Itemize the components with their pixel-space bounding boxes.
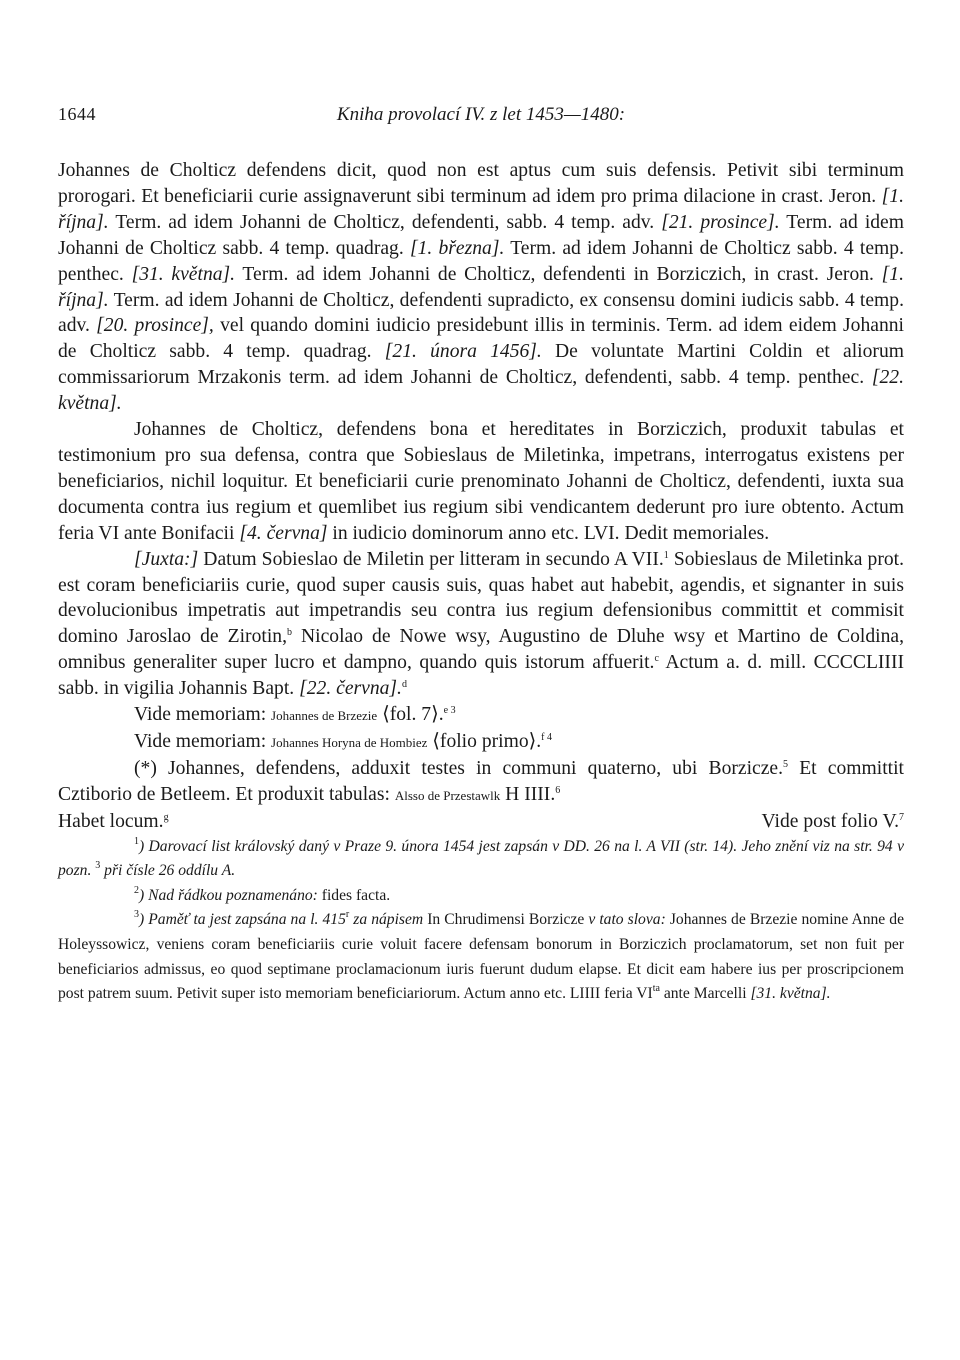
text-run: Datum Sobieslao de Miletin per litteram in secundo A VII. (198, 548, 664, 570)
footnote-marker: 7 (899, 811, 904, 823)
paragraph-protestation (58, 547, 904, 702)
paragraph-judgment (58, 417, 904, 547)
text-run: Term. ad idem Johanni de Cholticz, defendenti in Borziczich, in crast. Jeron. (235, 263, 882, 285)
date-note: [22. května]. (58, 367, 904, 415)
vide-memoriam-line-1 (134, 702, 904, 729)
date-note: [4. června] (239, 522, 328, 544)
footnote-text: ) Paměť ta jest zapsána na l. 415 (139, 911, 346, 929)
footnote-text: Johannes de Brzezie nomine Anne de Holeyssowicz, veniens coram beneficiariis curie voluit facere defensam bonorum in Borziczich proclamatorum, set non fuit per beneficiarios admissus, eo quod septimane proclamacionum iuris fuerunt dudum elapse. Et dicit eam habere ius per proscripcionem post patrem suum. Petivit super isto memoriam beneficiariorum. Actum anno etc. LIIII feria VI (58, 911, 905, 1003)
footnote-marker: c (654, 653, 659, 665)
text-run: Et committit Cztiborio de Betleem. Et produxit tabulas: (58, 757, 904, 805)
footnote-marker: f 4 (541, 731, 553, 743)
text-run: ⟨folio primo⟩. (427, 730, 542, 752)
text-run: vel quando domini iudicio presidebunt illis in terminis. Term. ad idem eidem Johanni de Cholticz sabb. 4 temp. quadrag. (58, 315, 904, 363)
date-note: [1. března]. (409, 237, 505, 259)
vide-memoriam-line-2 (134, 729, 904, 756)
text-run: Habet locum. (58, 810, 164, 832)
footnote-marker: ta (652, 983, 660, 995)
vide-post-folio (762, 809, 904, 835)
footnote-text: [31. května]. (750, 985, 831, 1003)
page-number: 1644 (58, 104, 96, 124)
footnote-1 (58, 835, 904, 884)
text-run: ⟨fol. 7⟩. (377, 704, 444, 726)
text-run: Vide memoriam: (134, 704, 272, 726)
habet-locum (58, 809, 169, 835)
text-run: Sobieslaus de Miletinka prot. est coram beneficiariis curie, quod super causis suis, quas habet aut habebit, agendis, et signanter in suis devolucionibus impetratis aut impetrandis seu contra ius regium defensionibus committit et commisit domino Jaroslao de Zirotin, (58, 548, 904, 648)
text-run: H IIII. (500, 783, 556, 805)
footnote-number: 3 (134, 909, 139, 921)
footnote-number: 2 (134, 884, 139, 896)
footnote-text: v tato slova: (584, 911, 670, 929)
date-note: [1. října]. (58, 185, 904, 233)
footnote-number: 1 (134, 835, 139, 847)
paragraph-defense-terms (58, 158, 904, 417)
footnotes (58, 835, 904, 1007)
running-title: Kniha provolací IV. z let 1453—1480: (336, 104, 626, 125)
footnote-text: In Chrudimensi Borzicze (427, 911, 585, 929)
text-run: Term. ad idem Johanni de Cholticz, defendenti supradicto, ex consensu domini iudicis sabb. 4 temp. adv. (58, 289, 904, 337)
footnote-text: ) Nad řádkou poznamenáno: (139, 886, 322, 904)
footnote-marker: 6 (555, 784, 561, 796)
footnote-marker: g (163, 811, 169, 823)
small-caps-name: Alsso de Przestawlk (394, 787, 501, 803)
date-note: [21. prosince]. (661, 211, 780, 233)
footnote-marker: r (345, 909, 350, 921)
document-page (58, 0, 904, 1360)
footnote-text: při čísle 26 oddílu A. (100, 862, 236, 880)
text-run: Johannes de Cholticz defendens dicit, quod non est aptus cum suis defensis. Petivit sibi terminum prorogari. Et beneficiarii curie assignaverunt sibi terminum ad idem pro prima dilacione in crast. Jeron. (58, 160, 904, 207)
text-run: Term. ad idem Johanni de Cholticz, defendenti, sabb. 4 temp. adv. (108, 211, 662, 233)
footnote-text: za nápisem (349, 911, 428, 929)
date-note: [21. února 1456]. (384, 341, 542, 363)
footnote-number: 3 (95, 860, 101, 872)
date-note: [20. prosince], (96, 315, 214, 337)
footnote-text: ) Darovací list královský daný v Praze 9. února 1454 jest zapsán v DD. 26 na l. A VII (str. 14). Jeho znění viz na str. 94 v pozn. (58, 837, 904, 880)
habet-locum-line (58, 809, 904, 835)
footnote-3 (58, 908, 904, 1006)
body-text (58, 158, 904, 1007)
text-run: Vide post folio V. (761, 810, 899, 832)
text-run: Nicolao de Nowe wsy, Augustino de Dluhe wsy et Martino de Coldina, omnibus generaliter super lucro et dampno, quando quis istorum affuerit. (58, 626, 904, 674)
footnote-text: ante Marcelli (659, 985, 751, 1003)
text-run: (*) Johannes, defendens, adduxit testes in communi quaterno, ubi Borzicze. (134, 757, 784, 779)
text-run: Johannes de Cholticz, defendens bona et hereditates in Borziczich, produxit tabulas et testimonium pro sua defensa, contra que Sobieslaus de Miletinka, impetrans, interrogatus existens per beneficiarios, nichil loquitur. Et beneficiarii curie prenominato Johanni de Cholticz, defendenti, iuxta sua documenta contra ius regium et quemlibet ius regium sibi vendicantem dederunt pro iure obtento. Actum feria VI ante Bonifacii (58, 419, 904, 544)
text-run: Term. ad idem Johanni de Cholticz sabb. 4 temp. penthec. (58, 237, 904, 285)
date-note: [1. října]. (58, 263, 904, 311)
footnote-marker: 5 (783, 758, 789, 770)
date-note: [22. června]. (299, 678, 402, 700)
text-run: Term. ad idem Johanni de Cholticz sabb. 4 temp. quadrag. (58, 211, 904, 259)
footnote-marker: 1 (663, 549, 669, 561)
text-run: Actum a. d. mill. CCCCLIIII sabb. in vigilia Johannis Bapt. (58, 652, 905, 700)
small-caps-name: Johannes Horyna de Hombiez (271, 734, 428, 750)
footnote-marker: e 3 (443, 705, 456, 717)
small-caps-name: Johannes de Brzezie (271, 708, 378, 724)
text-run: Vide memoriam: (134, 730, 272, 752)
page-header (58, 104, 904, 130)
date-note: [31. května]. (131, 263, 236, 285)
paragraph-witnesses (58, 756, 904, 809)
footnote-text: fides facta. (321, 886, 391, 904)
editorial-note: [Juxta:] (134, 548, 199, 570)
footnote-2 (58, 884, 904, 909)
text-run: in iudicio dominorum anno etc. LVI. Dedit memoriales. (327, 522, 770, 544)
footnote-marker: b (286, 627, 292, 639)
footnote-marker: d (401, 679, 407, 691)
text-run: De voluntate Martini Coldin et aliorum commissariorum Mrzakonis term. ad idem Johanni de Cholticz, defendenti, sabb. 4 temp. penthec. (58, 341, 904, 389)
